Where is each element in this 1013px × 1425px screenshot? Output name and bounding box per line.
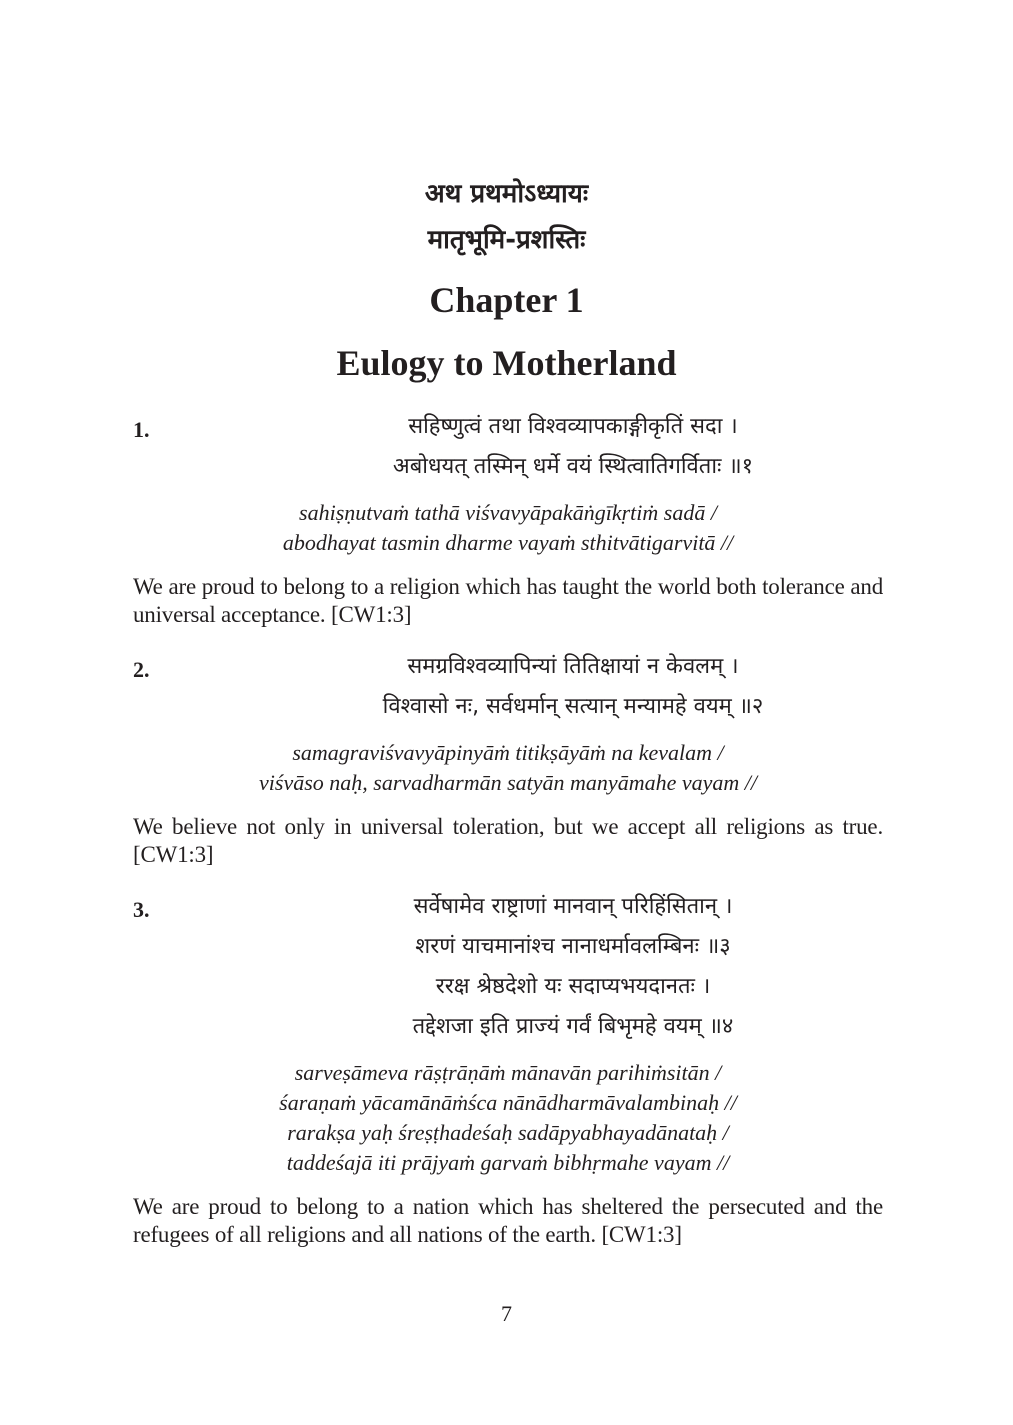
transliteration-line: viśvāso naḥ, sarvadharmān satyān manyāmahe vayam // [259, 770, 757, 795]
transliteration-line: rarakṣa yaḥ śreṣṭhadeśaḥ sadāpyabhayadānataḥ / [287, 1120, 729, 1145]
sanskrit-verse-line: सर्वेषामेव राष्ट्राणां मानवान् परिहिंसितान् । [413, 894, 733, 919]
verse-number: 1. [133, 417, 150, 442]
transliteration-line: taddeśajā iti prājyaṁ garvaṁ bibhṛmahe vayam // [286, 1150, 730, 1175]
chapter-number: Chapter 1 [429, 280, 584, 320]
sanskrit-verse-line: सहिष्णुत्वं तथा विश्वव्यापकाङ्गीकृतिं सदा । [408, 414, 738, 439]
transliteration-line: samagraviśvavyāpinyāṁ titikṣāyāṁ na kevalam / [292, 740, 724, 765]
transliteration-line: sarveṣāmeva rāṣṭrāṇāṁ mānavān parihiṁsitān / [294, 1060, 722, 1085]
translation-paragraph: We believe not only in universal toleration, but we accept all religions as true. [CW1:3] [133, 814, 883, 867]
transliteration-line: sahiṣṇutvaṁ tathā viśvavyāpakāṅgīkṛtiṁ sadā / [299, 500, 717, 525]
page-number: 7 [501, 1301, 512, 1326]
sanskrit-verse-line: ररक्ष श्रेष्ठदेशो यः सदाप्यभयदानतः । [435, 974, 711, 999]
transliteration-line: śaraṇaṁ yācamānāṁśca nānādharmāvalambinaḥ // [279, 1090, 737, 1115]
sanskrit-verse-line: अबोधयत् तस्मिन् धर्मे वयं स्थित्वातिगर्विताः ॥१ [392, 454, 754, 479]
chapter-title: Eulogy to Motherland [336, 343, 677, 383]
sanskrit-chapter-heading: अथ प्रथमोऽध्यायः [424, 179, 589, 209]
verse-number: 3. [133, 897, 150, 922]
translation-paragraph: We are proud to belong to a religion which has taught the world both tolerance and universal acceptance. [CW1:3] [133, 574, 883, 627]
sanskrit-verse-line: तद्देशजा इति प्राज्यं गर्वं बिभृमहे वयम् ॥४ [412, 1014, 734, 1039]
verse-number: 2. [133, 657, 150, 682]
sanskrit-verse-line: समग्रविश्वव्यापिन्यां तितिक्षायां न केवलम् । [407, 654, 739, 679]
transliteration-line: abodhayat tasmin dharme vayaṁ sthitvātigarvitā // [282, 530, 734, 555]
sanskrit-verse-line: विश्वासो नः, सर्वधर्मान् सत्यान् मन्यामहे वयम् ॥२ [382, 694, 764, 719]
translation-paragraph: We are proud to belong to a nation which has sheltered the persecuted and the refugees of all religions and all nations of the earth. [CW1:3] [133, 1194, 883, 1247]
sanskrit-chapter-subtitle: मातृभूमि-प्रशस्तिः [427, 225, 586, 255]
sanskrit-verse-line: शरणं याचमानांश्च नानाधर्मावलम्बिनः ॥३ [415, 934, 731, 959]
